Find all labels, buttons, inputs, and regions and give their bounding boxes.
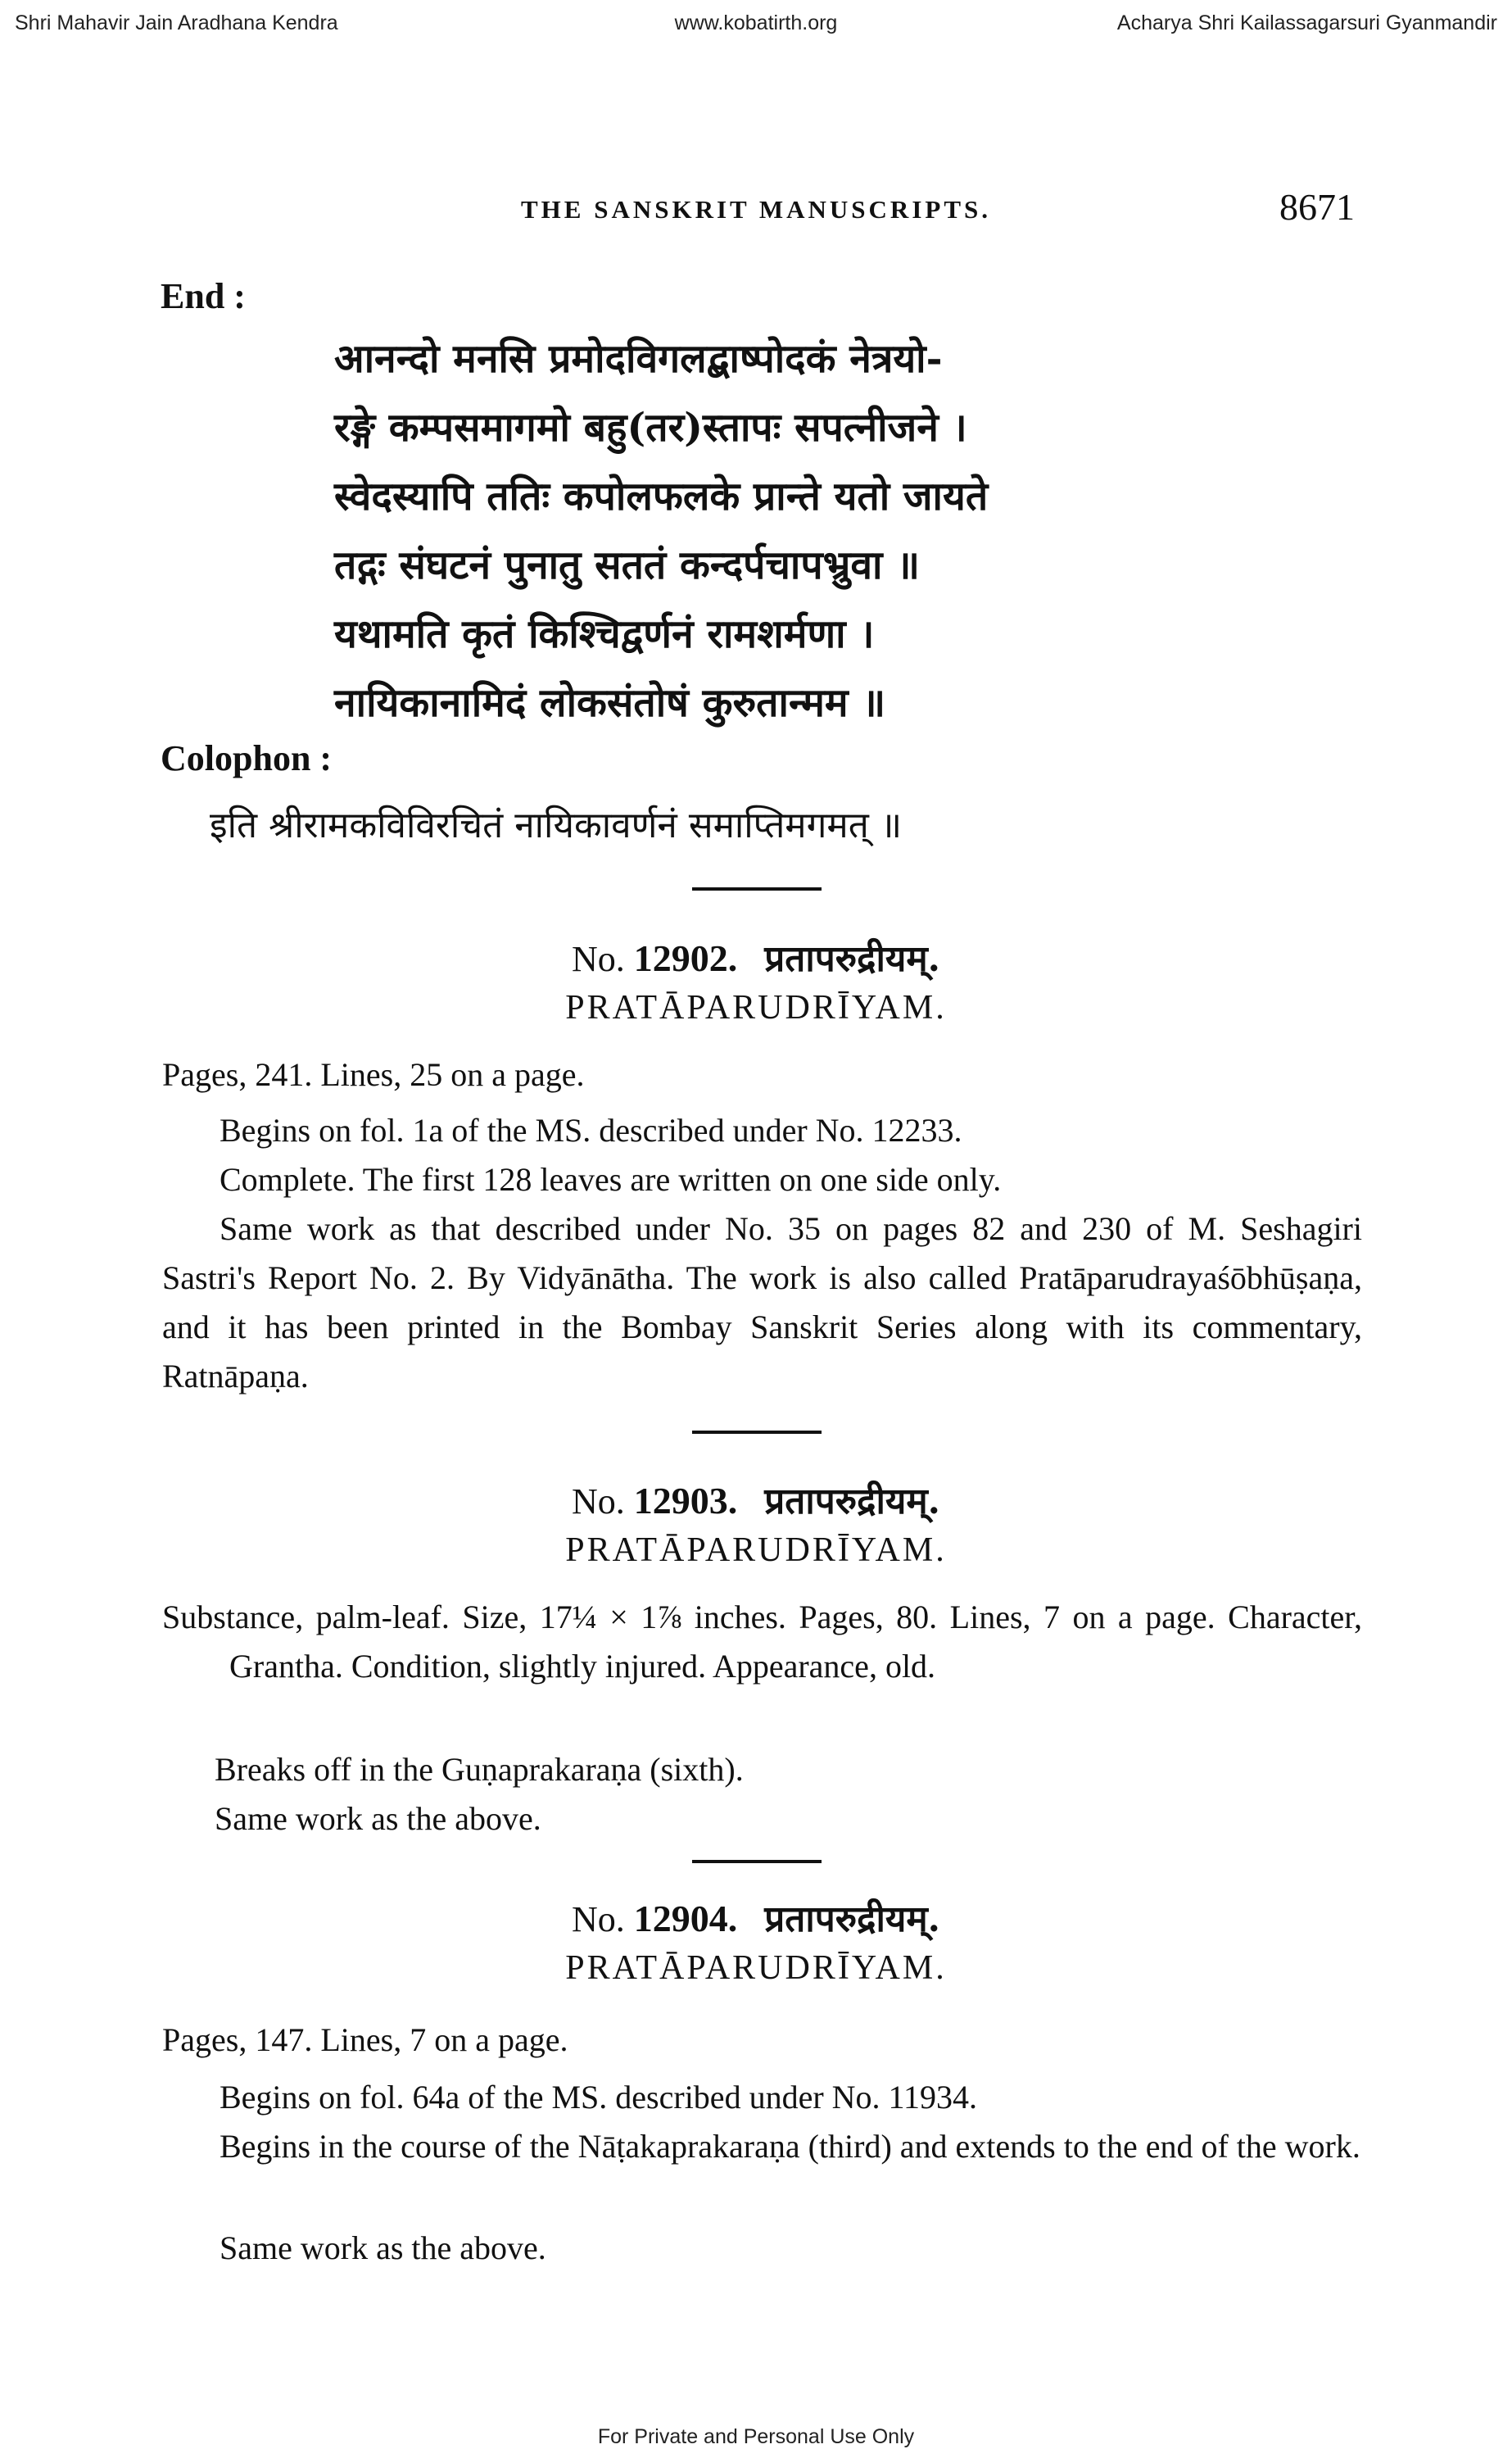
entry-devanagari-title: प्रतापरुद्रीयम्.	[764, 1481, 940, 1522]
banner-right-text: Acharya Shri Kailassagarsuri Gyanmandir	[1116, 11, 1497, 34]
entry-title: PRATĀPARUDRĪYAM.	[565, 989, 947, 1027]
entry-12903-heading	[0, 1475, 1512, 1570]
page-banner	[0, 11, 1512, 44]
verse-line: यथामति कृतं किश्चिद्वर्णनं रामशर्मणा ।	[334, 611, 875, 657]
entry-meta: Substance, palm-leaf. Size, 17¼ × 1⅞ inches. Pages, 80. Lines, 7 on a page. Character, Grantha. Condition, slightly injured. Appearance, old.	[162, 1599, 1362, 1685]
entry-number-line	[0, 1475, 1512, 1524]
colophon-text	[210, 791, 1029, 860]
verse-line: तद्गः संघटनं पुनातु सततं कन्दर्पचापभ्रुवा ॥	[334, 542, 920, 588]
section-divider	[692, 1860, 822, 1863]
verse-line: नायिकानामिदं लोकसंतोषं कुरुतान्मम ॥	[334, 680, 886, 726]
page-footer: For Private and Personal Use Only	[597, 2425, 915, 2448]
entry-paragraph: Breaks off in the Guṇaprakaraṇa (sixth).	[215, 1751, 744, 1788]
entry-no-label: No.	[571, 1899, 625, 1939]
entry-meta: Pages, 147. Lines, 7 on a page.	[162, 2021, 568, 2058]
entry-12902-heading	[0, 932, 1512, 1027]
section-divider	[692, 887, 822, 891]
entry-12904-heading	[0, 1893, 1512, 1988]
end-verse	[334, 324, 1153, 737]
banner-website[interactable]: www.kobatirth.org	[674, 11, 838, 34]
colophon-label: Colophon :	[161, 738, 333, 778]
entry-number: 12904.	[633, 1898, 738, 1939]
entry-paragraph: Same work as the above.	[220, 2229, 546, 2266]
entry-number-line	[0, 932, 1512, 982]
entry-paragraph: Complete. The first 128 leaves are written on one side only.	[220, 1161, 1002, 1198]
verse-line: आनन्दो मनसि प्रमोदविगलद्बाष्पोदकं नेत्रयो-	[334, 336, 943, 382]
section-divider	[692, 1431, 822, 1434]
entry-title: PRATĀPARUDRĪYAM.	[565, 1949, 947, 1987]
page-number: 8671	[1279, 186, 1355, 228]
entry-no-label: No.	[571, 1481, 625, 1522]
entry-paragraph: Begins in the course of the Nāṭakaprakaraṇa (third) and extends to the end of the work.	[220, 2128, 1360, 2165]
entry-paragraph: Begins on fol. 1a of the MS. described under No. 12233.	[220, 1112, 962, 1149]
end-label: End :	[161, 276, 246, 316]
banner-left-text: Shri Mahavir Jain Aradhana Kendra	[15, 11, 338, 34]
entry-number: 12903.	[633, 1480, 738, 1522]
entry-title: PRATĀPARUDRĪYAM.	[565, 1531, 947, 1569]
entry-no-label: No.	[571, 939, 625, 979]
running-head: THE SANSKRIT MANUSCRIPTS.	[520, 195, 991, 224]
entry-number: 12902.	[633, 937, 738, 979]
colophon-line: इति श्रीरामकविविरचितं नायिकावर्णनं समाप्तिमगमत् ॥	[210, 805, 903, 846]
entry-paragraph: Begins on fol. 64a of the MS. described under No. 11934.	[220, 2079, 978, 2116]
entry-devanagari-title: प्रतापरुद्रीयम्.	[764, 938, 940, 980]
entry-meta: Pages, 241. Lines, 25 on a page.	[162, 1056, 585, 1093]
verse-line: स्वेदस्यापि ततिः कपोलफलके प्रान्ते यतो जायते	[334, 474, 989, 519]
entry-devanagari-title: प्रतापरुद्रीयम्.	[764, 1898, 940, 1940]
entry-paragraph: Same work as that described under No. 35 on pages 82 and 230 of M. Seshagiri Sastri's Report No. 2. By Vidyānātha. The work is also called Pratāparudrayaśōbhūṣaṇa, and it has been printed in the Bombay Sanskrit Series along with its commentary, Ratnāpaṇa.	[162, 1210, 1362, 1395]
verse-line: रङ्गे कम्पसमागमो बहु(तर)स्तापः सपत्नीजने ।	[334, 405, 967, 451]
entry-number-line	[0, 1893, 1512, 1942]
entry-paragraph: Same work as the above.	[215, 1800, 541, 1837]
